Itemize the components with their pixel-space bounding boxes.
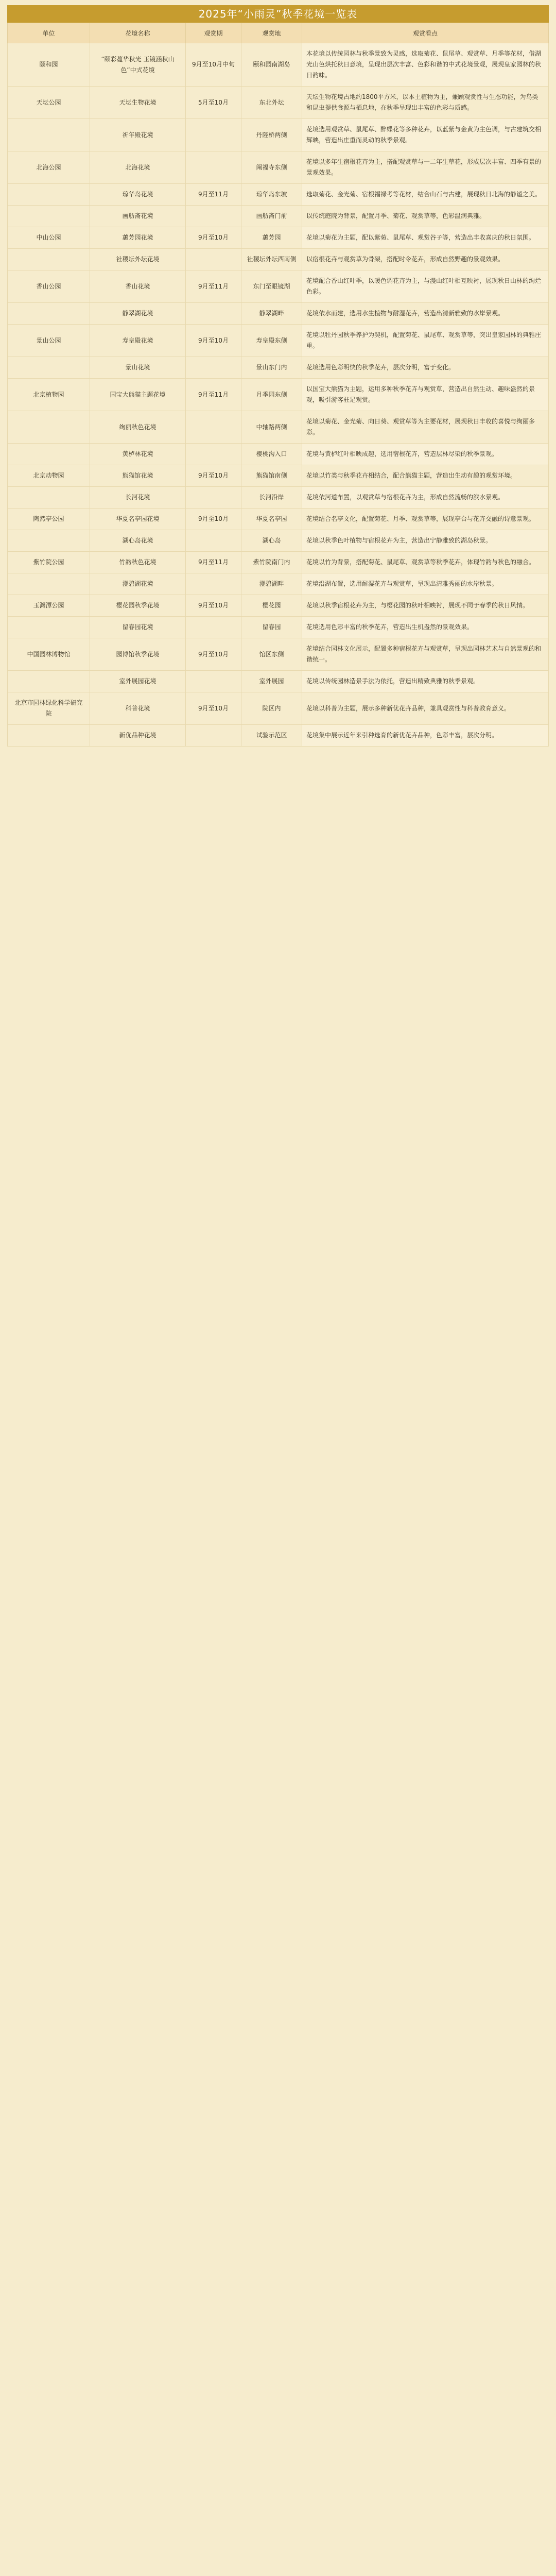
cell-unit: 香山公园 bbox=[8, 270, 90, 303]
cell-unit bbox=[8, 530, 90, 552]
cell-spot: 东北外坛 bbox=[241, 87, 302, 119]
cell-highlight: 花境选用观赏草、鼠尾草、醉蝶花等多种花卉，以蓝紫与金黄为主色调，与古建筑交相辉映，营造出庄重而灵动的秋季景观。 bbox=[302, 119, 549, 151]
cell-highlight: 花境沿湖布置，选用耐湿花卉与观赏草，呈现出清雅秀丽的水岸秋景。 bbox=[302, 573, 549, 595]
table-row bbox=[8, 725, 549, 747]
cell-spot: 樱花园 bbox=[241, 595, 302, 617]
cell-spot: 蕙芳园 bbox=[241, 227, 302, 249]
cell-period: 9月至10月 bbox=[186, 465, 241, 487]
cell-name: 园博馆秋季花境 bbox=[90, 638, 186, 671]
table-row bbox=[8, 303, 549, 325]
cell-period bbox=[186, 357, 241, 379]
cell-spot: 社稷坛外坛西南侧 bbox=[241, 249, 302, 270]
cell-spot: 景山东门内 bbox=[241, 357, 302, 379]
cell-unit bbox=[8, 671, 90, 692]
cell-name: 祈年殿花境 bbox=[90, 119, 186, 151]
cell-name: 画舫斋花境 bbox=[90, 206, 186, 227]
cell-spot: 丹陛桥两侧 bbox=[241, 119, 302, 151]
table-header bbox=[8, 23, 549, 43]
cell-unit bbox=[8, 184, 90, 206]
cell-unit bbox=[8, 573, 90, 595]
table-row bbox=[8, 509, 549, 530]
cell-period bbox=[186, 487, 241, 509]
cell-highlight: 花境以传统园林造景手法为依托，营造出精致典雅的秋季景观。 bbox=[302, 671, 549, 692]
cell-period bbox=[186, 119, 241, 151]
cell-spot: 室外展园 bbox=[241, 671, 302, 692]
table-row bbox=[8, 638, 549, 671]
cell-name: 熊猫馆花境 bbox=[90, 465, 186, 487]
table-row bbox=[8, 227, 549, 249]
table-row bbox=[8, 270, 549, 303]
table-row bbox=[8, 671, 549, 692]
cell-spot: 湖心岛 bbox=[241, 530, 302, 552]
cell-name: 新优品种花境 bbox=[90, 725, 186, 747]
cell-spot: 樱桃沟入口 bbox=[241, 444, 302, 465]
cell-highlight: 本花境以传统园林与秋季景致为灵感，选取菊花、鼠尾草、观赏草、月季等花材，借湖光山色烘托秋日意境，呈现出层次丰富、色彩和谐的中式花境景观，展现皇家园林的秋日韵味。 bbox=[302, 43, 549, 87]
cell-spot: 熊猫馆南侧 bbox=[241, 465, 302, 487]
cell-name: 黄栌林花境 bbox=[90, 444, 186, 465]
cell-unit: 中国园林博物馆 bbox=[8, 638, 90, 671]
cell-period bbox=[186, 303, 241, 325]
cell-spot: 院区内 bbox=[241, 692, 302, 725]
cell-period bbox=[186, 411, 241, 444]
cell-unit: 北京植物园 bbox=[8, 379, 90, 411]
cell-highlight: 花境与黄栌红叶相映成趣，选用宿根花卉，营造层林尽染的秋季景观。 bbox=[302, 444, 549, 465]
cell-spot: 华夏名亭园 bbox=[241, 509, 302, 530]
cell-name: 静翠湖花境 bbox=[90, 303, 186, 325]
cell-spot: 留春园 bbox=[241, 617, 302, 638]
cell-unit: 北京动物园 bbox=[8, 465, 90, 487]
cell-period bbox=[186, 725, 241, 747]
table-body bbox=[8, 43, 549, 747]
cell-unit bbox=[8, 617, 90, 638]
cell-unit: 景山公园 bbox=[8, 325, 90, 357]
table-row bbox=[8, 465, 549, 487]
cell-period: 9月至11月 bbox=[186, 379, 241, 411]
cell-period: 9月至10月 bbox=[186, 692, 241, 725]
cell-period bbox=[186, 444, 241, 465]
cell-spot: 长河沿岸 bbox=[241, 487, 302, 509]
table-row bbox=[8, 530, 549, 552]
cell-period bbox=[186, 573, 241, 595]
table-row bbox=[8, 595, 549, 617]
cell-spot: 寿皇殿东侧 bbox=[241, 325, 302, 357]
cell-unit: 天坛公园 bbox=[8, 87, 90, 119]
table-row bbox=[8, 692, 549, 725]
cell-name: 香山花境 bbox=[90, 270, 186, 303]
cell-name: 澄碧湖花境 bbox=[90, 573, 186, 595]
cell-unit bbox=[8, 206, 90, 227]
column-header-period: 观赏期 bbox=[186, 23, 241, 43]
cell-highlight: 花境选用色彩明快的秋季花卉，层次分明，富于变化。 bbox=[302, 357, 549, 379]
page-title: 2025年“小雨灵”秋季花境一览表 bbox=[7, 5, 549, 23]
cell-spot: 中轴路两侧 bbox=[241, 411, 302, 444]
table-row bbox=[8, 444, 549, 465]
cell-name: 留春园花境 bbox=[90, 617, 186, 638]
table-row bbox=[8, 357, 549, 379]
cell-highlight: 花境集中展示近年来引种选育的新优花卉品种，色彩丰富，层次分明。 bbox=[302, 725, 549, 747]
cell-name: “颐彩蔓华秋光 玉镜涵秋山色”中式花境 bbox=[90, 43, 186, 87]
cell-period: 9月至10月 bbox=[186, 227, 241, 249]
table-row bbox=[8, 552, 549, 573]
cell-highlight: 花境以秋季宿根花卉为主，与樱花园的秋叶相映衬，展现不同于春季的秋日风情。 bbox=[302, 595, 549, 617]
cell-period: 9月至11月 bbox=[186, 270, 241, 303]
cell-highlight: 花境以菊花、金光菊、向日葵、观赏草等为主要花材，展现秋日丰收的喜悦与绚丽多彩。 bbox=[302, 411, 549, 444]
column-header-name: 花境名称 bbox=[90, 23, 186, 43]
cell-unit: 北京市园林绿化科学研究院 bbox=[8, 692, 90, 725]
cell-unit: 北海公园 bbox=[8, 151, 90, 184]
column-header-unit: 单位 bbox=[8, 23, 90, 43]
cell-unit bbox=[8, 411, 90, 444]
cell-spot: 静翠湖畔 bbox=[241, 303, 302, 325]
cell-highlight: 花境以多年生宿根花卉为主，搭配观赏草与一二年生草花，形成层次丰富、四季有景的景观效果。 bbox=[302, 151, 549, 184]
cell-unit bbox=[8, 249, 90, 270]
cell-unit: 紫竹院公园 bbox=[8, 552, 90, 573]
table-row bbox=[8, 617, 549, 638]
cell-highlight: 花境以竹为背景，搭配菊花、鼠尾草、观赏草等秋季花卉，体现竹韵与秋色的融合。 bbox=[302, 552, 549, 573]
cell-period bbox=[186, 617, 241, 638]
cell-name: 寿皇殿花境 bbox=[90, 325, 186, 357]
cell-highlight: 天坛生物花境占地约1800平方米，以本土植物为主，兼顾观赏性与生态功能，为鸟类和昆虫提供食源与栖息地，在秋季呈现出丰富的色彩与质感。 bbox=[302, 87, 549, 119]
cell-highlight: 花境以科普为主题，展示多种新优花卉品种，兼具观赏性与科普教育意义。 bbox=[302, 692, 549, 725]
table-row bbox=[8, 325, 549, 357]
cell-period: 9月至10月中旬 bbox=[186, 43, 241, 87]
cell-highlight: 花境以竹类与秋季花卉相结合，配合熊猫主题，营造出生动有趣的观赏环境。 bbox=[302, 465, 549, 487]
cell-unit bbox=[8, 725, 90, 747]
cell-period: 9月至10月 bbox=[186, 509, 241, 530]
cell-highlight: 花境依水而建，选用水生植物与耐湿花卉，营造出清新雅致的水岸景观。 bbox=[302, 303, 549, 325]
cell-highlight: 选取菊花、金光菊、宿根福禄考等花材，结合山石与古建，展现秋日北海的静谧之美。 bbox=[302, 184, 549, 206]
cell-highlight: 以宿根花卉与观赏草为骨架，搭配时令花卉，形成自然野趣的景观效果。 bbox=[302, 249, 549, 270]
cell-unit bbox=[8, 303, 90, 325]
cell-highlight: 花境结合名亭文化，配置菊花、月季、观赏草等，展现亭台与花卉交融的诗意景观。 bbox=[302, 509, 549, 530]
cell-name: 华夏名亭园花境 bbox=[90, 509, 186, 530]
cell-unit bbox=[8, 444, 90, 465]
cell-name: 长河花境 bbox=[90, 487, 186, 509]
cell-highlight: 花境依河道布置，以观赏草与宿根花卉为主，形成自然流畅的滨水景观。 bbox=[302, 487, 549, 509]
table-row bbox=[8, 249, 549, 270]
cell-name: 社稷坛外坛花境 bbox=[90, 249, 186, 270]
cell-name: 竹韵秋色花境 bbox=[90, 552, 186, 573]
flower-border-table bbox=[7, 23, 549, 747]
cell-spot: 颐和园南湖岛 bbox=[241, 43, 302, 87]
cell-period bbox=[186, 206, 241, 227]
cell-period: 9月至10月 bbox=[186, 325, 241, 357]
table-row bbox=[8, 379, 549, 411]
cell-name: 景山花境 bbox=[90, 357, 186, 379]
cell-unit bbox=[8, 119, 90, 151]
table-row bbox=[8, 487, 549, 509]
cell-spot: 澄碧湖畔 bbox=[241, 573, 302, 595]
table-row bbox=[8, 411, 549, 444]
cell-period: 9月至11月 bbox=[186, 184, 241, 206]
cell-period bbox=[186, 530, 241, 552]
table-row bbox=[8, 119, 549, 151]
cell-name: 湖心岛花境 bbox=[90, 530, 186, 552]
cell-unit: 中山公园 bbox=[8, 227, 90, 249]
cell-highlight: 花境选用色彩丰富的秋季花卉，营造出生机盎然的景观效果。 bbox=[302, 617, 549, 638]
column-header-highlight: 观赏看点 bbox=[302, 23, 549, 43]
cell-spot: 月季园东侧 bbox=[241, 379, 302, 411]
table-row bbox=[8, 151, 549, 184]
cell-unit: 颐和园 bbox=[8, 43, 90, 87]
cell-period bbox=[186, 671, 241, 692]
cell-period: 9月至11月 bbox=[186, 552, 241, 573]
cell-spot: 画舫斋门前 bbox=[241, 206, 302, 227]
cell-spot: 紫竹院南门内 bbox=[241, 552, 302, 573]
cell-name: 科普花境 bbox=[90, 692, 186, 725]
cell-name: 樱花园秋季花境 bbox=[90, 595, 186, 617]
cell-highlight: 花境以牡丹园秋季养护为契机，配置菊花、鼠尾草、观赏草等，突出皇家园林的典雅庄重。 bbox=[302, 325, 549, 357]
cell-highlight: 以国宝大熊猫为主题，运用多种秋季花卉与观赏草，营造出自然生动、趣味盎然的景观，吸引游客驻足观赏。 bbox=[302, 379, 549, 411]
cell-spot: 琼华岛东坡 bbox=[241, 184, 302, 206]
cell-spot: 试验示范区 bbox=[241, 725, 302, 747]
cell-spot: 阐福寺东侧 bbox=[241, 151, 302, 184]
cell-spot: 东门至眼镜湖 bbox=[241, 270, 302, 303]
cell-name: 国宝大熊猫主题花境 bbox=[90, 379, 186, 411]
cell-name: 天坛生物花境 bbox=[90, 87, 186, 119]
table-row bbox=[8, 87, 549, 119]
cell-highlight: 花境以菊花为主题，配以紫菀、鼠尾草、观赏谷子等，营造出丰收喜庆的秋日氛围。 bbox=[302, 227, 549, 249]
cell-name: 室外展园花境 bbox=[90, 671, 186, 692]
cell-highlight: 以传统庭院为背景，配置月季、菊花、观赏草等，色彩温润典雅。 bbox=[302, 206, 549, 227]
cell-highlight: 花境以秋季色叶植物与宿根花卉为主，营造出宁静雅致的湖岛秋景。 bbox=[302, 530, 549, 552]
table-row bbox=[8, 184, 549, 206]
cell-name: 琼华岛花境 bbox=[90, 184, 186, 206]
cell-unit bbox=[8, 487, 90, 509]
cell-name: 绚丽秋色花境 bbox=[90, 411, 186, 444]
cell-period: 9月至10月 bbox=[186, 595, 241, 617]
cell-highlight: 花境配合香山红叶季，以暖色调花卉为主，与漫山红叶相互映衬，展现秋日山林的绚烂色彩。 bbox=[302, 270, 549, 303]
cell-spot: 馆区东侧 bbox=[241, 638, 302, 671]
page-sheet bbox=[0, 0, 556, 767]
cell-period bbox=[186, 249, 241, 270]
table-row bbox=[8, 573, 549, 595]
cell-unit: 玉渊潭公园 bbox=[8, 595, 90, 617]
cell-period: 5月至10月 bbox=[186, 87, 241, 119]
table-row bbox=[8, 43, 549, 87]
cell-period: 9月至10月 bbox=[186, 638, 241, 671]
cell-period bbox=[186, 151, 241, 184]
table-row bbox=[8, 206, 549, 227]
cell-unit: 陶然亭公园 bbox=[8, 509, 90, 530]
cell-unit bbox=[8, 357, 90, 379]
column-header-spot: 观赏地 bbox=[241, 23, 302, 43]
cell-name: 蕙芳园花境 bbox=[90, 227, 186, 249]
cell-highlight: 花境结合园林文化展示，配置多种宿根花卉与观赏草，呈现出园林艺术与自然景观的和谐统一。 bbox=[302, 638, 549, 671]
cell-name: 北海花境 bbox=[90, 151, 186, 184]
